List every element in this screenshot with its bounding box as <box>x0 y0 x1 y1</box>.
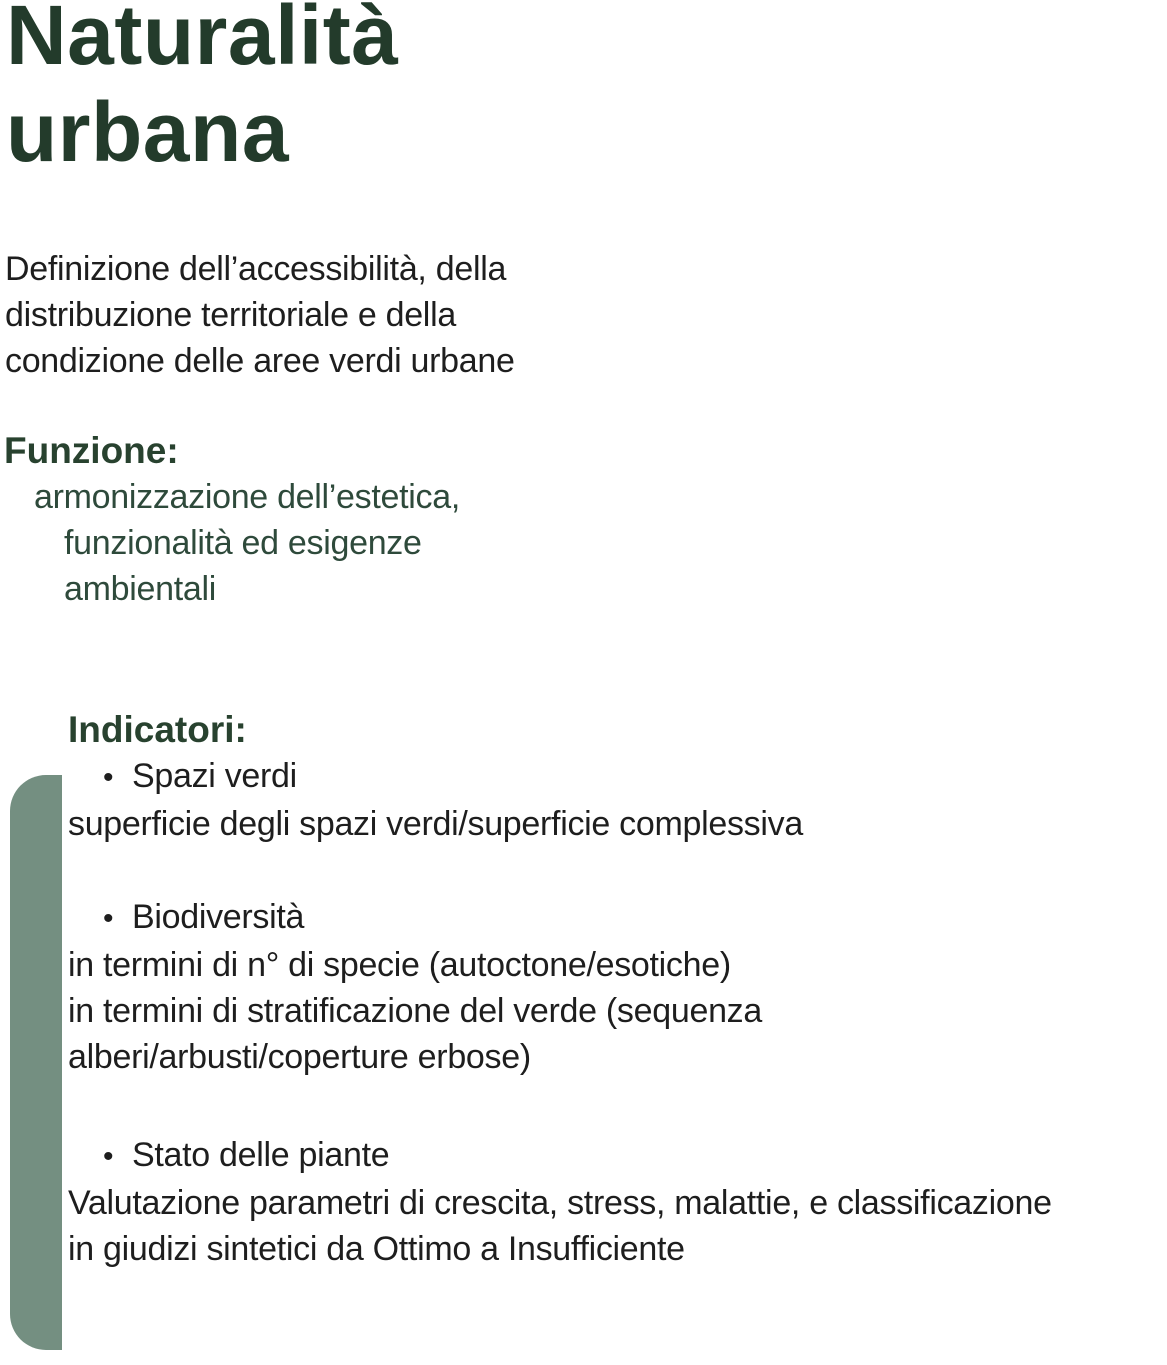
funzione-heading: Funzione: <box>4 430 179 471</box>
intro-line: condizione delle aree verdi urbane <box>5 342 515 380</box>
list-item <box>0 1132 1167 1180</box>
indicatori-list <box>0 753 1167 1272</box>
list-item-label: Spazi verdi <box>132 757 297 795</box>
bullet-icon: • <box>103 1140 114 1173</box>
list-item-label: Biodiversità <box>132 898 305 936</box>
list-item-detail: Valutazione parametri di crescita, stress, malattie, e classificazione <box>68 1184 1052 1222</box>
list-item-detail: superficie degli spazi verdi/superficie complessiva <box>68 805 803 843</box>
intro-paragraph <box>5 246 515 384</box>
bullet-icon: • <box>103 902 114 935</box>
funzione-line: armonizzazione dell’estetica, <box>34 478 460 516</box>
bullet-icon: • <box>103 761 114 794</box>
list-item <box>0 894 1167 942</box>
funzione-line: funzionalità ed esigenze <box>64 524 422 562</box>
list-item-detail: in giudizi sintetici da Ottimo a Insufficiente <box>68 1230 685 1268</box>
list-item <box>0 753 1167 801</box>
list-item-detail: alberi/arbusti/coperture erbose) <box>68 1038 531 1076</box>
funzione-section <box>4 428 460 612</box>
page-title <box>6 0 398 181</box>
intro-line: distribuzione territoriale e della <box>5 296 456 334</box>
page-title-line1: Naturalità <box>6 0 399 82</box>
list-item-detail: in termini di n° di specie (autoctone/esotiche) <box>68 946 731 984</box>
intro-line: Definizione dell’accessibilità, della <box>5 250 507 288</box>
indicatori-heading: Indicatori: <box>68 709 247 750</box>
list-item-detail: in termini di stratificazione del verde (sequenza <box>68 992 762 1030</box>
list-item-label: Stato delle piante <box>132 1136 390 1174</box>
funzione-line: ambientali <box>64 570 216 608</box>
page-title-line2: urbana <box>6 85 290 179</box>
